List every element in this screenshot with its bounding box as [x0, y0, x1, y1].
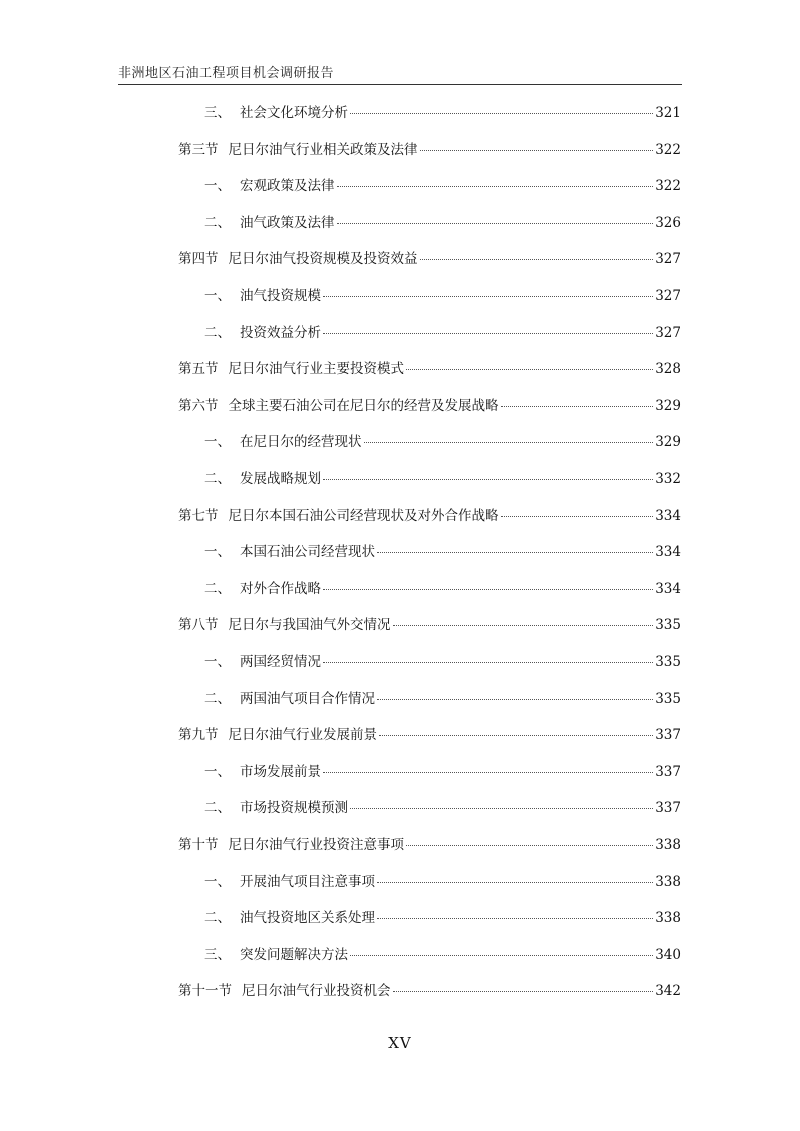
toc-entry-title: 市场投资规模预测: [240, 800, 348, 816]
toc-entry-label: [204, 944, 348, 966]
toc-entry-label: [178, 358, 404, 380]
toc-entry-page: 322: [655, 142, 681, 158]
toc-entry-title: 在尼日尔的经营现状: [240, 434, 362, 450]
toc-entry-number: 一、: [204, 434, 231, 450]
toc-item-entry[interactable]: [204, 797, 681, 819]
toc-entry-number: 第十节: [178, 837, 219, 853]
toc-entry-page: 334: [655, 544, 681, 560]
toc-entry-title: 投资效益分析: [240, 325, 321, 341]
toc-entry-label: [204, 175, 335, 197]
toc-entry-page: 329: [655, 434, 681, 450]
toc-entry-label: [178, 614, 391, 636]
toc-entry-title: 尼日尔本国石油公司经营现状及对外合作战略: [228, 508, 499, 524]
toc-dot-leader: [323, 662, 653, 663]
toc-entry-label: [178, 724, 377, 746]
toc-entry-title: 突发问题解决方法: [240, 947, 348, 963]
toc-dot-leader: [406, 369, 653, 370]
toc-item-entry[interactable]: [204, 651, 681, 673]
toc-dot-leader: [323, 772, 653, 773]
toc-entry-label: [178, 980, 391, 1002]
toc-entry-title: 发展战略规划: [240, 471, 321, 487]
toc-entry-page: 338: [655, 837, 681, 853]
toc-entry-number: 一、: [204, 764, 231, 780]
toc-entry-label: [204, 578, 321, 600]
toc-entry-number: 第四节: [178, 251, 219, 267]
toc-entry-label: [204, 285, 321, 307]
toc-entry-number: 二、: [204, 215, 231, 231]
toc-entry-label: [204, 431, 362, 453]
toc-entry-number: 二、: [204, 910, 231, 926]
toc-entry-number: 第八节: [178, 617, 219, 633]
toc-entry-label: [204, 871, 375, 893]
toc-entry-label: [178, 505, 499, 527]
toc-entry-label: [178, 139, 418, 161]
toc-entry-page: 342: [655, 983, 681, 999]
toc-entry-title: 社会文化环境分析: [240, 105, 348, 121]
toc-entry-number: 二、: [204, 471, 231, 487]
toc-dot-leader: [323, 589, 653, 590]
toc-entry-title: 尼日尔与我国油气外交情况: [228, 617, 391, 633]
toc-entry-number: 二、: [204, 325, 231, 341]
toc-entry-title: 尼日尔油气投资规模及投资效益: [228, 251, 418, 267]
toc-item-entry[interactable]: [204, 285, 681, 307]
toc-entry-title: 尼日尔油气行业相关政策及法律: [228, 142, 418, 158]
toc-entry-number: 二、: [204, 691, 231, 707]
page-number: XV: [388, 1034, 412, 1052]
toc-entry-label: [204, 688, 375, 710]
toc-entry-title: 本国石油公司经营现状: [240, 544, 375, 560]
toc-entry-title: 两国经贸情况: [240, 654, 321, 670]
toc-entry-page: 335: [655, 617, 681, 633]
toc-entry-title: 油气政策及法律: [240, 215, 335, 231]
toc-item-entry[interactable]: [204, 944, 681, 966]
toc-section-entry[interactable]: [178, 724, 681, 746]
toc-entry-number: 第三节: [178, 142, 219, 158]
toc-entry-label: [178, 395, 499, 417]
toc-item-entry[interactable]: [204, 431, 681, 453]
toc-entry-number: 第十一节: [178, 983, 232, 999]
toc-entry-page: 340: [655, 947, 681, 963]
toc-dot-leader: [377, 918, 653, 919]
toc-section-entry[interactable]: [178, 614, 681, 636]
toc-dot-leader: [364, 442, 654, 443]
toc-entry-label: [178, 248, 418, 270]
toc-entry-page: 329: [655, 398, 681, 414]
toc-entry-label: [204, 468, 321, 490]
toc-item-entry[interactable]: [204, 102, 681, 124]
toc-entry-number: 第五节: [178, 361, 219, 377]
toc-entry-title: 两国油气项目合作情况: [240, 691, 375, 707]
toc-entry-label: [204, 322, 321, 344]
toc-entry-number: 一、: [204, 178, 231, 194]
toc-entry-title: 全球主要石油公司在尼日尔的经营及发展战略: [228, 398, 499, 414]
toc-entry-number: 一、: [204, 874, 231, 890]
toc-item-entry[interactable]: [204, 871, 681, 893]
toc-dot-leader: [420, 259, 654, 260]
toc-dot-leader: [393, 625, 654, 626]
toc-dot-leader: [323, 479, 653, 480]
toc-entry-page: 327: [655, 325, 681, 341]
toc-entry-number: 一、: [204, 288, 231, 304]
toc-entry-title: 开展油气项目注意事项: [240, 874, 375, 890]
toc-entry-number: 三、: [204, 947, 231, 963]
toc-section-entry[interactable]: [178, 395, 681, 417]
toc-item-entry[interactable]: [204, 468, 681, 490]
toc-entry-title: 油气投资地区关系处理: [240, 910, 375, 926]
toc-section-entry[interactable]: [178, 358, 681, 380]
toc-section-entry[interactable]: [178, 139, 681, 161]
toc-entry-label: [204, 651, 321, 673]
toc-section-entry[interactable]: [178, 248, 681, 270]
toc-entry-page: 327: [655, 288, 681, 304]
toc-entry-title: 尼日尔油气行业主要投资模式: [228, 361, 404, 377]
toc-entry-page: 337: [655, 800, 681, 816]
toc-dot-leader: [337, 223, 654, 224]
toc-entry-label: [204, 761, 321, 783]
toc-dot-leader: [377, 699, 653, 700]
toc-entry-page: 334: [655, 581, 681, 597]
toc-item-entry[interactable]: [204, 322, 681, 344]
toc-entry-title: 宏观政策及法律: [240, 178, 335, 194]
toc-dot-leader: [350, 808, 653, 809]
toc-entry-number: 二、: [204, 800, 231, 816]
document-title: 非洲地区石油工程项目机会调研报告: [118, 66, 335, 81]
toc-dot-leader: [350, 955, 653, 956]
toc-section-entry[interactable]: [178, 980, 681, 1002]
toc-item-entry[interactable]: [204, 212, 681, 234]
toc-entry-page: 328: [655, 361, 681, 377]
toc-entry-number: 第六节: [178, 398, 219, 414]
toc-item-entry[interactable]: [204, 175, 681, 197]
toc-entry-number: 一、: [204, 544, 231, 560]
toc-dot-leader: [377, 552, 653, 553]
toc-entry-page: 338: [655, 910, 681, 926]
toc-dot-leader: [323, 296, 653, 297]
toc-entry-title: 尼日尔油气行业投资机会: [242, 983, 391, 999]
toc-item-entry[interactable]: [204, 578, 681, 600]
toc-section-entry[interactable]: [178, 834, 681, 856]
toc-entry-page: 335: [655, 691, 681, 707]
toc-entry-label: [204, 907, 375, 929]
toc-entry-label: [204, 212, 335, 234]
toc-item-entry[interactable]: [204, 541, 681, 563]
toc-entry-title: 市场发展前景: [240, 764, 321, 780]
toc-entry-number: 二、: [204, 581, 231, 597]
toc-entry-page: 321: [655, 105, 681, 121]
toc-item-entry[interactable]: [204, 907, 681, 929]
toc-entry-page: 322: [655, 178, 681, 194]
toc-entry-title: 油气投资规模: [240, 288, 321, 304]
toc-dot-leader: [406, 845, 653, 846]
toc-dot-leader: [420, 150, 654, 151]
toc-dot-leader: [379, 735, 653, 736]
toc-dot-leader: [323, 333, 653, 334]
toc-entry-page: 335: [655, 654, 681, 670]
toc-entry-label: [204, 541, 375, 563]
toc-entry-page: 326: [655, 215, 681, 231]
toc-entry-page: 337: [655, 727, 681, 743]
toc-dot-leader: [501, 406, 654, 407]
toc-entry-number: 一、: [204, 654, 231, 670]
toc-entry-title: 尼日尔油气行业投资注意事项: [228, 837, 404, 853]
toc-entry-page: 338: [655, 874, 681, 890]
toc-item-entry[interactable]: [204, 688, 681, 710]
toc-item-entry[interactable]: [204, 761, 681, 783]
toc-entry-number: 第七节: [178, 508, 219, 524]
toc-entry-page: 332: [655, 471, 681, 487]
toc-dot-leader: [350, 113, 653, 114]
toc-entry-label: [178, 834, 404, 856]
toc-entry-label: [204, 102, 348, 124]
toc-entry-title: 尼日尔油气行业发展前景: [228, 727, 377, 743]
toc-dot-leader: [337, 186, 654, 187]
toc-entry-title: 对外合作战略: [240, 581, 321, 597]
toc-entry-page: 327: [655, 251, 681, 267]
toc-entry-number: 三、: [204, 105, 231, 121]
toc-entry-number: 第九节: [178, 727, 219, 743]
toc-dot-leader: [501, 516, 654, 517]
toc-dot-leader: [393, 991, 654, 992]
toc-section-entry[interactable]: [178, 505, 681, 527]
toc-entry-page: 334: [655, 508, 681, 524]
toc-dot-leader: [377, 882, 653, 883]
toc-entry-label: [204, 797, 348, 819]
toc-entry-page: 337: [655, 764, 681, 780]
